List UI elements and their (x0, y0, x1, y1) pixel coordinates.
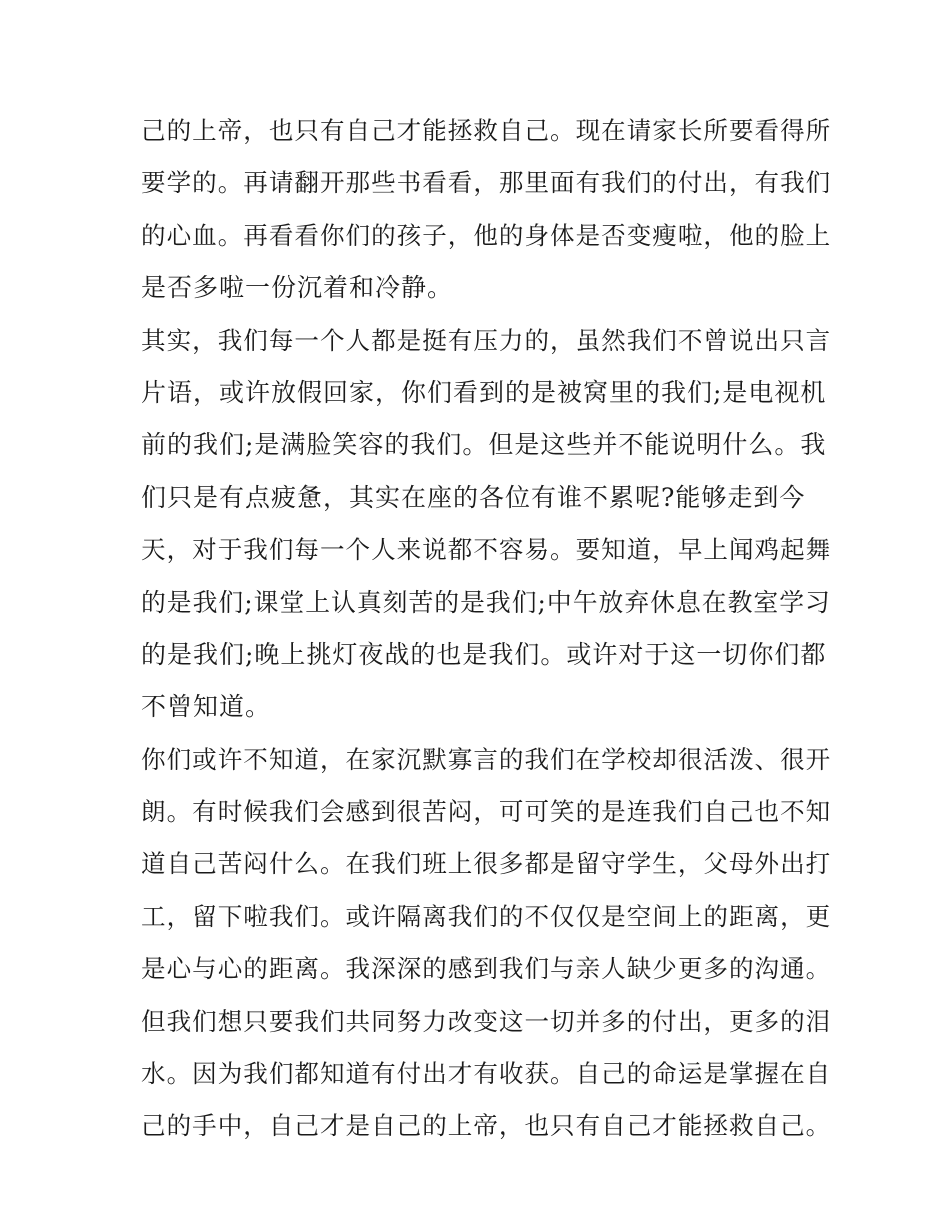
text-line: 己的上帝，也只有自己才能拯救自己。现在请家长所要看得所 (141, 116, 832, 145)
text-line: 不曾知道。 (141, 692, 272, 722)
text-line: 其实，我们每一个人都是挺有压力的，虽然我们不曾说出只言 (141, 325, 832, 355)
text-line: 你们或许不知道，在家沉默寡言的我们在学校却很活泼、很开 (141, 744, 832, 774)
text-line: 道自己苦闷什么。在我们班上很多都是留守学生，父母外出打 (141, 849, 832, 879)
text-line: 的心血。再看看你们的孩子，他的身体是否变瘦啦，他的脸上 (141, 220, 832, 250)
text-line: 朗。有时候我们会感到很苦闷，可可笑的是连我们自己也不知 (141, 797, 832, 827)
text-line: 天，对于我们每一个人来说都不容易。要知道，早上闻鸡起舞 (141, 535, 832, 565)
text-line: 是心与心的距离。我深深的感到我们与亲人缺少更多的沟通。 (141, 954, 832, 984)
text-line: 的是我们;课堂上认真刻苦的是我们;中午放弃休息在教室学习 (141, 587, 831, 617)
text-line: 前的我们;是满脸笑容的我们。但是这些并不能说明什么。我 (141, 430, 827, 460)
text-line: 要学的。再请翻开那些书看看，那里面有我们的付出，有我们 (141, 168, 832, 198)
text-line: 工，留下啦我们。或许隔离我们的不仅仅是空间上的距离，更 (141, 901, 832, 931)
text-line: 是否多啦一份沉着和冷静。 (141, 273, 454, 303)
body-text (141, 105, 832, 1153)
text-line: 己的手中，自己才是自己的上帝，也只有自己才能拯救自己。 (141, 1111, 832, 1141)
text-line: 的是我们;晚上挑灯夜战的也是我们。或许对于这一切你们都 (141, 639, 827, 669)
text-line: 们只是有点疲惫，其实在座的各位有谁不累呢?能够走到今 (141, 482, 806, 512)
text-line: 片语，或许放假回家，你们看到的是被窝里的我们;是电视机 (141, 377, 827, 407)
text-line: 但我们想只要我们共同努力改变这一切并多的付出，更多的泪 (141, 1006, 832, 1036)
text-line: 水。因为我们都知道有付出才有收获。自己的命运是掌握在自 (141, 1059, 832, 1089)
